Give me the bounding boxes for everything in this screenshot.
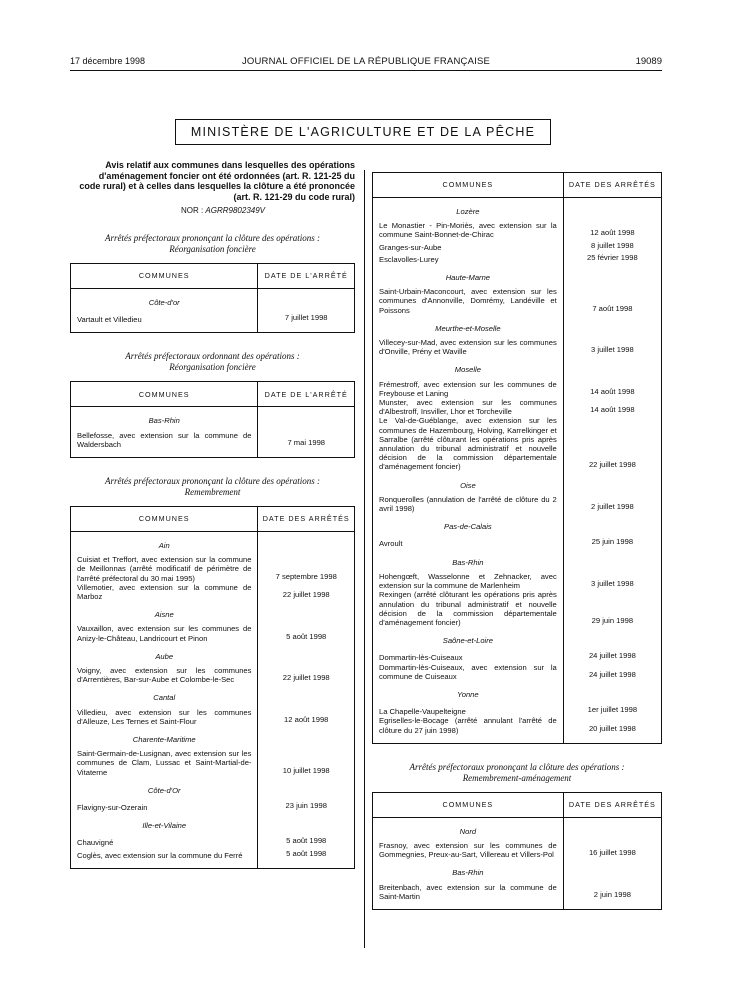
- arrete-date: 22 juillet 1998: [258, 666, 355, 684]
- region-name: Aisne: [71, 601, 258, 624]
- communes-table: [70, 263, 355, 333]
- column-divider: [364, 170, 365, 948]
- col-header-date: DATE DE L'ARRÊTÉ: [258, 264, 355, 289]
- table-row: [373, 287, 662, 315]
- commune-name: Villemotier, avec extension sur la commune de Marboz: [71, 583, 258, 601]
- arrete-date: 3 juillet 1998: [563, 572, 661, 590]
- region-date-cell: [258, 289, 355, 313]
- section-subtitle: [70, 233, 355, 255]
- section-cloture-remembrement-amenagement: [372, 762, 662, 910]
- section-ordonnant-reorganisation: [70, 351, 355, 458]
- commune-name: Flavigny-sur-Ozerain: [71, 800, 258, 812]
- region-date-cell: [258, 684, 355, 707]
- table-row: [373, 252, 662, 264]
- region-row: [373, 472, 662, 495]
- region-name: Cantal: [71, 684, 258, 707]
- region-date-cell: [563, 627, 661, 650]
- region-row: [373, 315, 662, 338]
- region-date-cell: [563, 315, 661, 338]
- commune-name: Saint-Urbain-Maconcourt, avec extension sur les communes d'Annonville, Domrémy, Landéville et Poissons: [373, 287, 564, 315]
- arrete-date: 16 juillet 1998: [563, 841, 661, 859]
- communes-table: [372, 792, 662, 910]
- commune-name: Dommartin-lès-Cuiseaux: [373, 650, 564, 662]
- table-bottom-row: [373, 901, 662, 910]
- table-row: [71, 431, 355, 449]
- communes-table: [372, 172, 662, 744]
- subtitle-line: Arrêtés préfectoraux prononçant la clôture des opérations :: [409, 761, 625, 772]
- left-column: [70, 160, 355, 869]
- region-name: Nord: [373, 817, 564, 841]
- arrete-date: 14 août 1998: [563, 380, 661, 398]
- region-date-cell: [258, 812, 355, 835]
- commune-name: Coglès, avec extension sur la commune du Ferré: [71, 848, 258, 860]
- arrete-date: 12 août 1998: [563, 221, 661, 239]
- subtitle-line: Arrêtés préfectoraux prononçant la clôture des opérations :: [104, 233, 321, 243]
- table-bottom-row: [71, 860, 355, 869]
- arrete-date: 23 juin 1998: [258, 800, 355, 812]
- table-bottom-row: [373, 735, 662, 744]
- arrete-date: 8 juillet 1998: [563, 240, 661, 252]
- commune-name: Chauvigné: [71, 835, 258, 847]
- arrete-date: 24 juillet 1998: [563, 663, 661, 681]
- table-row: [373, 590, 662, 627]
- arrete-date: 7 septembre 1998: [258, 555, 355, 583]
- section-cloture-reorganisation: [70, 233, 355, 333]
- region-row: [373, 681, 662, 704]
- region-date-cell: [563, 264, 661, 287]
- table-bottom-cell: [258, 449, 355, 458]
- arrete-date: 2 juin 1998: [563, 883, 661, 901]
- header-rule: [70, 70, 662, 71]
- region-row: [71, 777, 355, 800]
- region-date-cell: [258, 726, 355, 749]
- commune-name: Egriselles-le-Bocage (arrêté annulant l'arrêté de clôture du 27 juin 1998): [373, 716, 564, 734]
- commune-name: Avroult: [373, 536, 564, 548]
- region-name: Lozère: [373, 198, 564, 222]
- region-name: Ain: [71, 532, 258, 556]
- table-bottom-cell: [71, 449, 258, 458]
- region-date-cell: [258, 407, 355, 431]
- table-row: [71, 848, 355, 860]
- region-row: [373, 356, 662, 379]
- arrete-date: 22 juillet 1998: [258, 583, 355, 601]
- col-header-date: DATE DES ARRÊTÉS: [563, 173, 661, 198]
- table-row: [373, 841, 662, 859]
- section-cloture-remembrement: [70, 476, 355, 869]
- table-row: [373, 572, 662, 590]
- commune-name: Saint-Germain-de-Lusignan, avec extension sur les communes de Clam, Lussac et Saint-Martial-de-Vitaterne: [71, 749, 258, 777]
- commune-name: Frasnoy, avec extension sur les communes de Gommegnies, Preux-au-Sart, Villereau et Villers-Pol: [373, 841, 564, 859]
- subtitle-line: Réorganisation foncière: [169, 362, 256, 373]
- region-name: Yonne: [373, 681, 564, 704]
- commune-name: Villedieu, avec extension sur les communes d'Alleuze, Les Ternes et Saint-Flour: [71, 708, 258, 726]
- region-date-cell: [563, 859, 661, 882]
- subtitle-line: Remembrement: [184, 487, 241, 498]
- region-date-cell: [563, 198, 661, 222]
- region-date-cell: [563, 549, 661, 572]
- table-bottom-cell: [373, 735, 564, 744]
- arrete-date: 10 juillet 1998: [258, 749, 355, 777]
- region-row: [71, 643, 355, 666]
- arrete-date: 5 août 1998: [258, 848, 355, 860]
- table-row: [71, 749, 355, 777]
- region-row: [373, 549, 662, 572]
- right-column: [372, 172, 662, 910]
- arrete-date: 22 juillet 1998: [563, 416, 661, 471]
- arrete-date: 7 août 1998: [563, 287, 661, 315]
- region-name: Pas-de-Calais: [373, 513, 564, 536]
- commune-name: Munster, avec extension sur les communes d'Albestroff, Insviller, Lhor et Torcheville: [373, 398, 564, 416]
- table-row: [373, 240, 662, 252]
- region-name: Oise: [373, 472, 564, 495]
- table-bottom-cell: [258, 860, 355, 869]
- avis-title: Avis relatif aux communes dans lesquelles des opérations d'aménagement foncier ont été ordonnées (art. R. 121-25 du code rural) et à celles dans lesquelles la clôture a été prononcée (art. R. 121-29 du code rural): [79, 160, 355, 202]
- table-bottom-row: [71, 324, 355, 333]
- arrete-date: 12 août 1998: [258, 708, 355, 726]
- nor-label: NOR :: [180, 206, 204, 215]
- table-row: [71, 708, 355, 726]
- table-row: [373, 495, 662, 513]
- col-header-date: DATE DE L'ARRÊTÉ: [258, 382, 355, 407]
- col-header-communes: COMMUNES: [373, 173, 564, 198]
- table-row: [373, 704, 662, 716]
- table-bottom-row: [71, 449, 355, 458]
- table-row: [71, 312, 355, 324]
- arrete-date: 20 juillet 1998: [563, 716, 661, 734]
- issue-date: 17 décembre 1998: [70, 56, 146, 66]
- subtitle-line: Réorganisation foncière: [169, 244, 256, 254]
- table-row: [373, 221, 662, 239]
- region-name: Côte-d'or: [71, 289, 258, 313]
- table-header-row: [71, 264, 355, 289]
- region-name: Meurthe-et-Moselle: [373, 315, 564, 338]
- section-subtitle: [372, 762, 662, 784]
- table-row: [373, 716, 662, 734]
- commune-name: Frémestroff, avec extension sur les communes de Freybouse et Laning: [373, 380, 564, 398]
- subtitle-line: Remembrement-aménagement: [462, 772, 572, 783]
- commune-name: Vauxaillon, avec extension sur les communes de Anizy-le-Château, Landricourt et Pinon: [71, 624, 258, 642]
- commune-name: Bellefosse, avec extension sur la commune de Waldersbach: [71, 431, 258, 449]
- region-date-cell: [563, 681, 661, 704]
- region-name: Haute-Marne: [373, 264, 564, 287]
- region-row: [71, 289, 355, 313]
- region-row: [373, 513, 662, 536]
- col-header-communes: COMMUNES: [373, 792, 564, 817]
- journal-title: JOURNAL OFFICIEL DE LA RÉPUBLIQUE FRANÇAISE: [241, 56, 491, 67]
- arrete-date: 29 juin 1998: [563, 590, 661, 627]
- table-row: [71, 583, 355, 601]
- commune-name: Le Val-de-Guéblange, avec extension sur les communes de Hazembourg, Holving, Karrelkinger et Sarralbe (arrêté clôturant les opérations pris après annulation du tribunal administratif et nouvelle décision de la commission départementale d'aménagement foncier): [373, 416, 564, 471]
- arrete-date: 25 juin 1998: [563, 536, 661, 548]
- commune-name: Le Monastier - Pin-Moriès, avec extension sur la commune Saint-Bonnet-de-Chirac: [373, 221, 564, 239]
- commune-name: Ronquerolles (annulation de l'arrêté de clôture du 2 avril 1998): [373, 495, 564, 513]
- communes-table: [70, 381, 355, 458]
- arrete-date: 3 juillet 1998: [563, 338, 661, 356]
- commune-name: Voigny, avec extension sur les communes d'Arrentières, Bar-sur-Aube et Colombe-le-Sec: [71, 666, 258, 684]
- table-row: [71, 835, 355, 847]
- region-row: [373, 198, 662, 222]
- section-subtitle: [70, 476, 355, 498]
- table-row: [71, 666, 355, 684]
- table-row: [373, 398, 662, 416]
- region-date-cell: [563, 817, 661, 841]
- arrete-date: 1er juillet 1998: [563, 704, 661, 716]
- table-bottom-cell: [71, 860, 258, 869]
- commune-name: Breitenbach, avec extension sur la commune de Saint-Martin: [373, 883, 564, 901]
- table-row: [373, 338, 662, 356]
- region-row: [373, 264, 662, 287]
- commune-name: Villecey-sur-Mad, avec extension sur les communes d'Onville, Prény et Waville: [373, 338, 564, 356]
- table-row: [71, 555, 355, 583]
- table-bottom-cell: [71, 324, 258, 333]
- region-date-cell: [258, 777, 355, 800]
- region-name: Moselle: [373, 356, 564, 379]
- arrete-date: 5 août 1998: [258, 624, 355, 642]
- table-row: [373, 416, 662, 471]
- region-name: Charente-Maritime: [71, 726, 258, 749]
- commune-name: Esclavolles-Lurey: [373, 252, 564, 264]
- region-date-cell: [563, 356, 661, 379]
- region-date-cell: [258, 532, 355, 556]
- table-bottom-cell: [373, 901, 564, 910]
- commune-name: Hohengœft, Wasselonne et Zehnacker, avec extension sur la commune de Marlenheim: [373, 572, 564, 590]
- arrete-date: 2 juillet 1998: [563, 495, 661, 513]
- table-row: [373, 380, 662, 398]
- table-row: [373, 883, 662, 901]
- table-header-row: [71, 382, 355, 407]
- table-bottom-cell: [563, 901, 661, 910]
- col-header-communes: COMMUNES: [71, 264, 258, 289]
- region-row: [71, 684, 355, 707]
- region-name: Aube: [71, 643, 258, 666]
- arrete-date: 7 mai 1998: [258, 431, 355, 449]
- region-date-cell: [258, 643, 355, 666]
- communes-table: [70, 506, 355, 869]
- commune-name: La Chapelle-Vaupelteigne: [373, 704, 564, 716]
- nor-reference: [70, 206, 265, 215]
- page-number: 19089: [635, 56, 662, 67]
- col-header-communes: COMMUNES: [71, 382, 258, 407]
- arrete-date: 7 juillet 1998: [258, 312, 355, 324]
- section-remembrement-continued: [372, 172, 662, 744]
- table-header-row: [373, 173, 662, 198]
- page-header: [70, 56, 662, 70]
- region-row: [71, 532, 355, 556]
- nor-value: AGRR9802349V: [205, 206, 265, 215]
- region-row: [373, 627, 662, 650]
- region-name: Bas-Rhin: [373, 859, 564, 882]
- region-date-cell: [258, 601, 355, 624]
- region-name: Bas-Rhin: [373, 549, 564, 572]
- subtitle-line: Arrêtés préfectoraux ordonnant des opérations :: [125, 351, 300, 362]
- region-row: [373, 859, 662, 882]
- section-subtitle: [70, 351, 355, 373]
- table-header-row: [71, 507, 355, 532]
- region-name: Ille-et-Vilaine: [71, 812, 258, 835]
- region-row: [71, 726, 355, 749]
- table-row: [373, 650, 662, 662]
- region-date-cell: [563, 513, 661, 536]
- region-name: Bas-Rhin: [71, 407, 258, 431]
- region-name: Saône-et-Loire: [373, 627, 564, 650]
- arrete-date: 14 août 1998: [563, 398, 661, 416]
- commune-name: Cuisiat et Treffort, avec extension sur la commune de Meillonnas (arrêté modificatif de périmètre de l'arrêté préfectoral du 30 mai 1995): [71, 555, 258, 583]
- commune-name: Rexingen (arrêté clôturant les opérations pris après annulation du tribunal administratif et nouvelle décision de la commission départementale d'aménagement foncier): [373, 590, 564, 627]
- arrete-date: 5 août 1998: [258, 835, 355, 847]
- col-header-date: DATE DES ARRÊTÉS: [258, 507, 355, 532]
- region-row: [71, 601, 355, 624]
- table-row: [373, 663, 662, 681]
- col-header-date: DATE DES ARRÊTÉS: [563, 792, 661, 817]
- table-header-row: [373, 792, 662, 817]
- arrete-date: 25 février 1998: [563, 252, 661, 264]
- table-bottom-cell: [258, 324, 355, 333]
- region-date-cell: [563, 472, 661, 495]
- subtitle-line: Arrêtés préfectoraux prononçant la clôture des opérations :: [104, 476, 321, 487]
- region-name: Côte-d'Or: [71, 777, 258, 800]
- region-row: [373, 817, 662, 841]
- table-row: [373, 536, 662, 548]
- commune-name: Vartault et Villedieu: [71, 312, 258, 324]
- commune-name: Granges-sur-Aube: [373, 240, 564, 252]
- arrete-date: 24 juillet 1998: [563, 650, 661, 662]
- ministry-title: MINISTÈRE DE L'AGRICULTURE ET DE LA PÊCHE: [175, 119, 551, 145]
- table-row: [71, 800, 355, 812]
- region-row: [71, 812, 355, 835]
- table-bottom-cell: [563, 735, 661, 744]
- col-header-communes: COMMUNES: [71, 507, 258, 532]
- region-row: [71, 407, 355, 431]
- commune-name: Dommartin-lès-Cuiseaux, avec extension sur la commune de Cuiseaux: [373, 663, 564, 681]
- table-row: [71, 624, 355, 642]
